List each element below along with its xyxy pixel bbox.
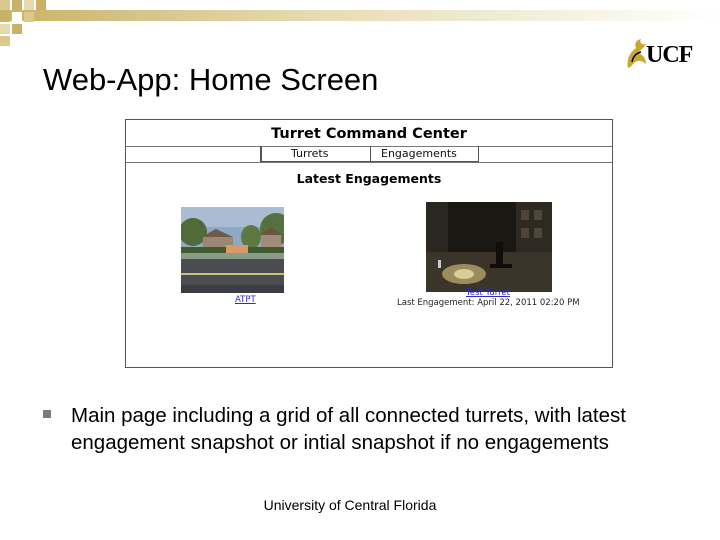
section-heading: Latest Engagements [296, 171, 442, 186]
gold-gradient-bar [0, 10, 720, 21]
decor-square [0, 12, 10, 22]
nav-engagements[interactable]: Engagements [381, 147, 457, 160]
nav-turrets[interactable]: Turrets [291, 147, 329, 160]
decor-square [0, 0, 10, 10]
bullet-marker [43, 410, 51, 418]
nav-divider [370, 146, 371, 162]
decor-square [12, 0, 22, 10]
decor-square [12, 12, 22, 22]
last-engagement-text: Last Engagement: April 22, 2011 02:20 PM [397, 298, 580, 308]
decor-square [24, 0, 34, 10]
bullet-text: Main page including a grid of all connected turrets, with latest engagement snapshot or intial snapshot if no engagements [71, 404, 626, 454]
logo-text: UCF [646, 42, 693, 68]
turret-name-link[interactable]: ATPT [235, 295, 256, 305]
decor-square [36, 0, 46, 10]
turret-snapshot-test-turret[interactable] [426, 202, 552, 292]
app-title: Turret Command Center [271, 126, 467, 142]
decor-square [24, 12, 34, 22]
decor-square [0, 24, 10, 34]
slide-footer: University of Central Florida [263, 497, 437, 513]
slide-title: Web-App: Home Screen [43, 62, 379, 97]
street-photo-icon [181, 207, 284, 293]
ucf-logo [624, 38, 704, 74]
webapp-screenshot [125, 119, 613, 368]
divider [126, 162, 612, 163]
nav-divider [261, 146, 262, 162]
decor-square [12, 24, 22, 34]
slide-decoration [0, 0, 720, 50]
night-photo-icon [426, 202, 552, 292]
turret-snapshot-atpt[interactable] [181, 207, 284, 293]
decor-square [0, 36, 10, 46]
turret-name-link[interactable]: Test Turret [466, 288, 510, 298]
nav-bar [260, 146, 479, 162]
